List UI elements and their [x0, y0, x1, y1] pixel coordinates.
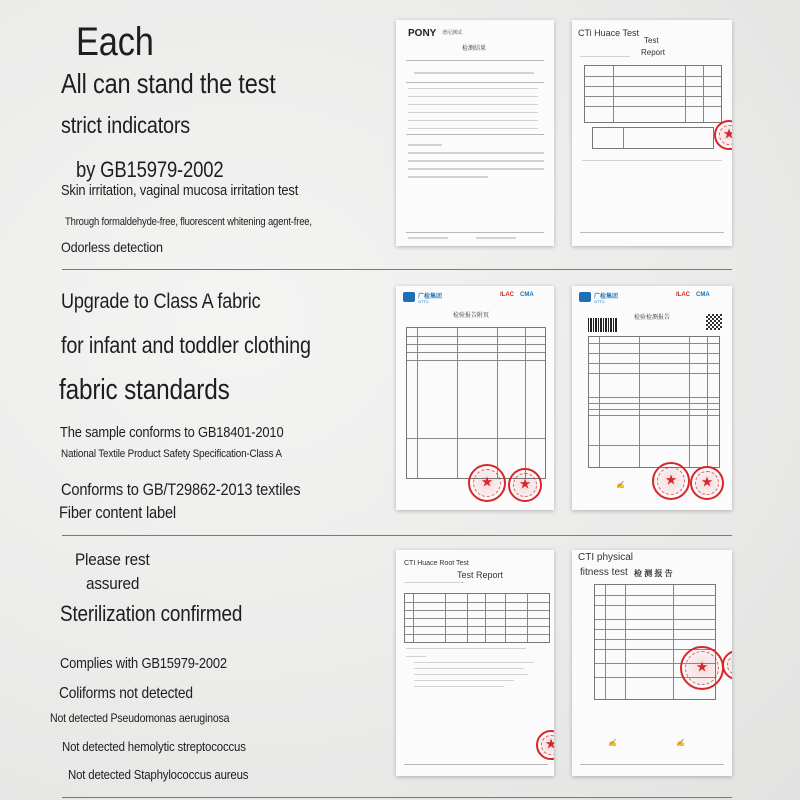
- red-seal-stamp: [690, 466, 724, 500]
- report-title-1: Test: [644, 36, 659, 45]
- brand-sub: GTTC: [418, 299, 429, 304]
- text-line: strict indicators: [61, 112, 190, 138]
- text-line: Not detected Staphylococcus aureus: [68, 767, 249, 782]
- text-line: Skin irritation, vaginal mucosa irritation test: [61, 182, 299, 199]
- document-title: 检测结果: [462, 46, 487, 52]
- test-report-document: [396, 20, 554, 246]
- brand-sub: GTTC: [594, 299, 605, 304]
- cma-mark: CMA: [520, 292, 534, 298]
- cma-mark: CMA: [696, 292, 710, 298]
- red-seal-stamp: [508, 468, 542, 502]
- lab-name: CTi Huace Test: [578, 28, 640, 38]
- brand-sub: 谱尼测试: [442, 30, 463, 36]
- ilac-mark: ILAC: [676, 292, 690, 298]
- test-report-document: [396, 550, 554, 776]
- text-line: Through formaldehyde-free, fluorescent whitening agent-free,: [65, 216, 312, 228]
- section-divider: [62, 797, 732, 798]
- text-line: Complies with GB15979-2002: [60, 655, 227, 672]
- test-report-document: 广检集团 GTTC ILAC CMA 检验检测报告 ★ ★ ✍: [572, 286, 732, 510]
- text-line: Not detected hemolytic streptococcus: [62, 739, 246, 754]
- text-line: Sterilization confirmed: [60, 601, 243, 626]
- red-seal-stamp: [468, 464, 506, 502]
- text-line: Please rest: [75, 550, 150, 569]
- test-report-document: [572, 20, 732, 246]
- report-title: 检 测 报 告: [634, 569, 673, 578]
- ilac-mark: ILAC: [500, 292, 514, 298]
- section-divider: [62, 269, 732, 270]
- barcode: [588, 318, 618, 332]
- heading-each: Each: [76, 20, 154, 64]
- text-line: fabric standards: [59, 374, 230, 406]
- report-title-2: Report: [641, 48, 666, 57]
- red-seal-stamp: [536, 730, 554, 760]
- text-line: The sample conforms to GB18401-2010: [60, 424, 284, 441]
- text-line: Coliforms not detected: [59, 685, 193, 702]
- report-title: Test Report: [457, 570, 504, 580]
- red-seal-stamp: [722, 650, 732, 680]
- red-seal-stamp: [680, 646, 724, 690]
- document-title: 检验检测报告: [634, 315, 671, 321]
- section-divider: [62, 535, 732, 536]
- text-line: All can stand the test: [61, 68, 276, 99]
- text-line: Upgrade to Class A fabric: [61, 290, 261, 313]
- brand-logo: PONY: [408, 28, 437, 39]
- text-line: National Textile Product Safety Specification-Class A: [61, 448, 282, 460]
- text-line: for infant and toddler clothing: [61, 332, 311, 358]
- lab-name: CTI Huace Root Test: [404, 560, 469, 567]
- red-seal-stamp: [652, 462, 690, 500]
- document-title: 检验报告附页: [453, 313, 490, 319]
- text-line: Fiber content label: [59, 503, 177, 522]
- text-line: assured: [86, 574, 140, 593]
- lab-name-2: fitness test: [580, 567, 628, 578]
- brand-logo: 广检集团: [418, 294, 443, 300]
- text-line: Conforms to GB/T29862-2013 textiles: [61, 480, 301, 499]
- test-report-document: [396, 286, 554, 510]
- qr-code: [706, 314, 722, 330]
- test-report-document: CTI physical fitness test 检 测 报 告 ★ ★ ✍ ✍: [572, 550, 732, 776]
- brand-logo: 广检集团: [594, 294, 619, 300]
- text-line: Not detected Pseudomonas aeruginosa: [50, 711, 230, 725]
- text-line: Odorless detection: [61, 239, 163, 255]
- text-line: by GB15979-2002: [76, 157, 224, 182]
- lab-name-1: CTI physical: [578, 552, 634, 563]
